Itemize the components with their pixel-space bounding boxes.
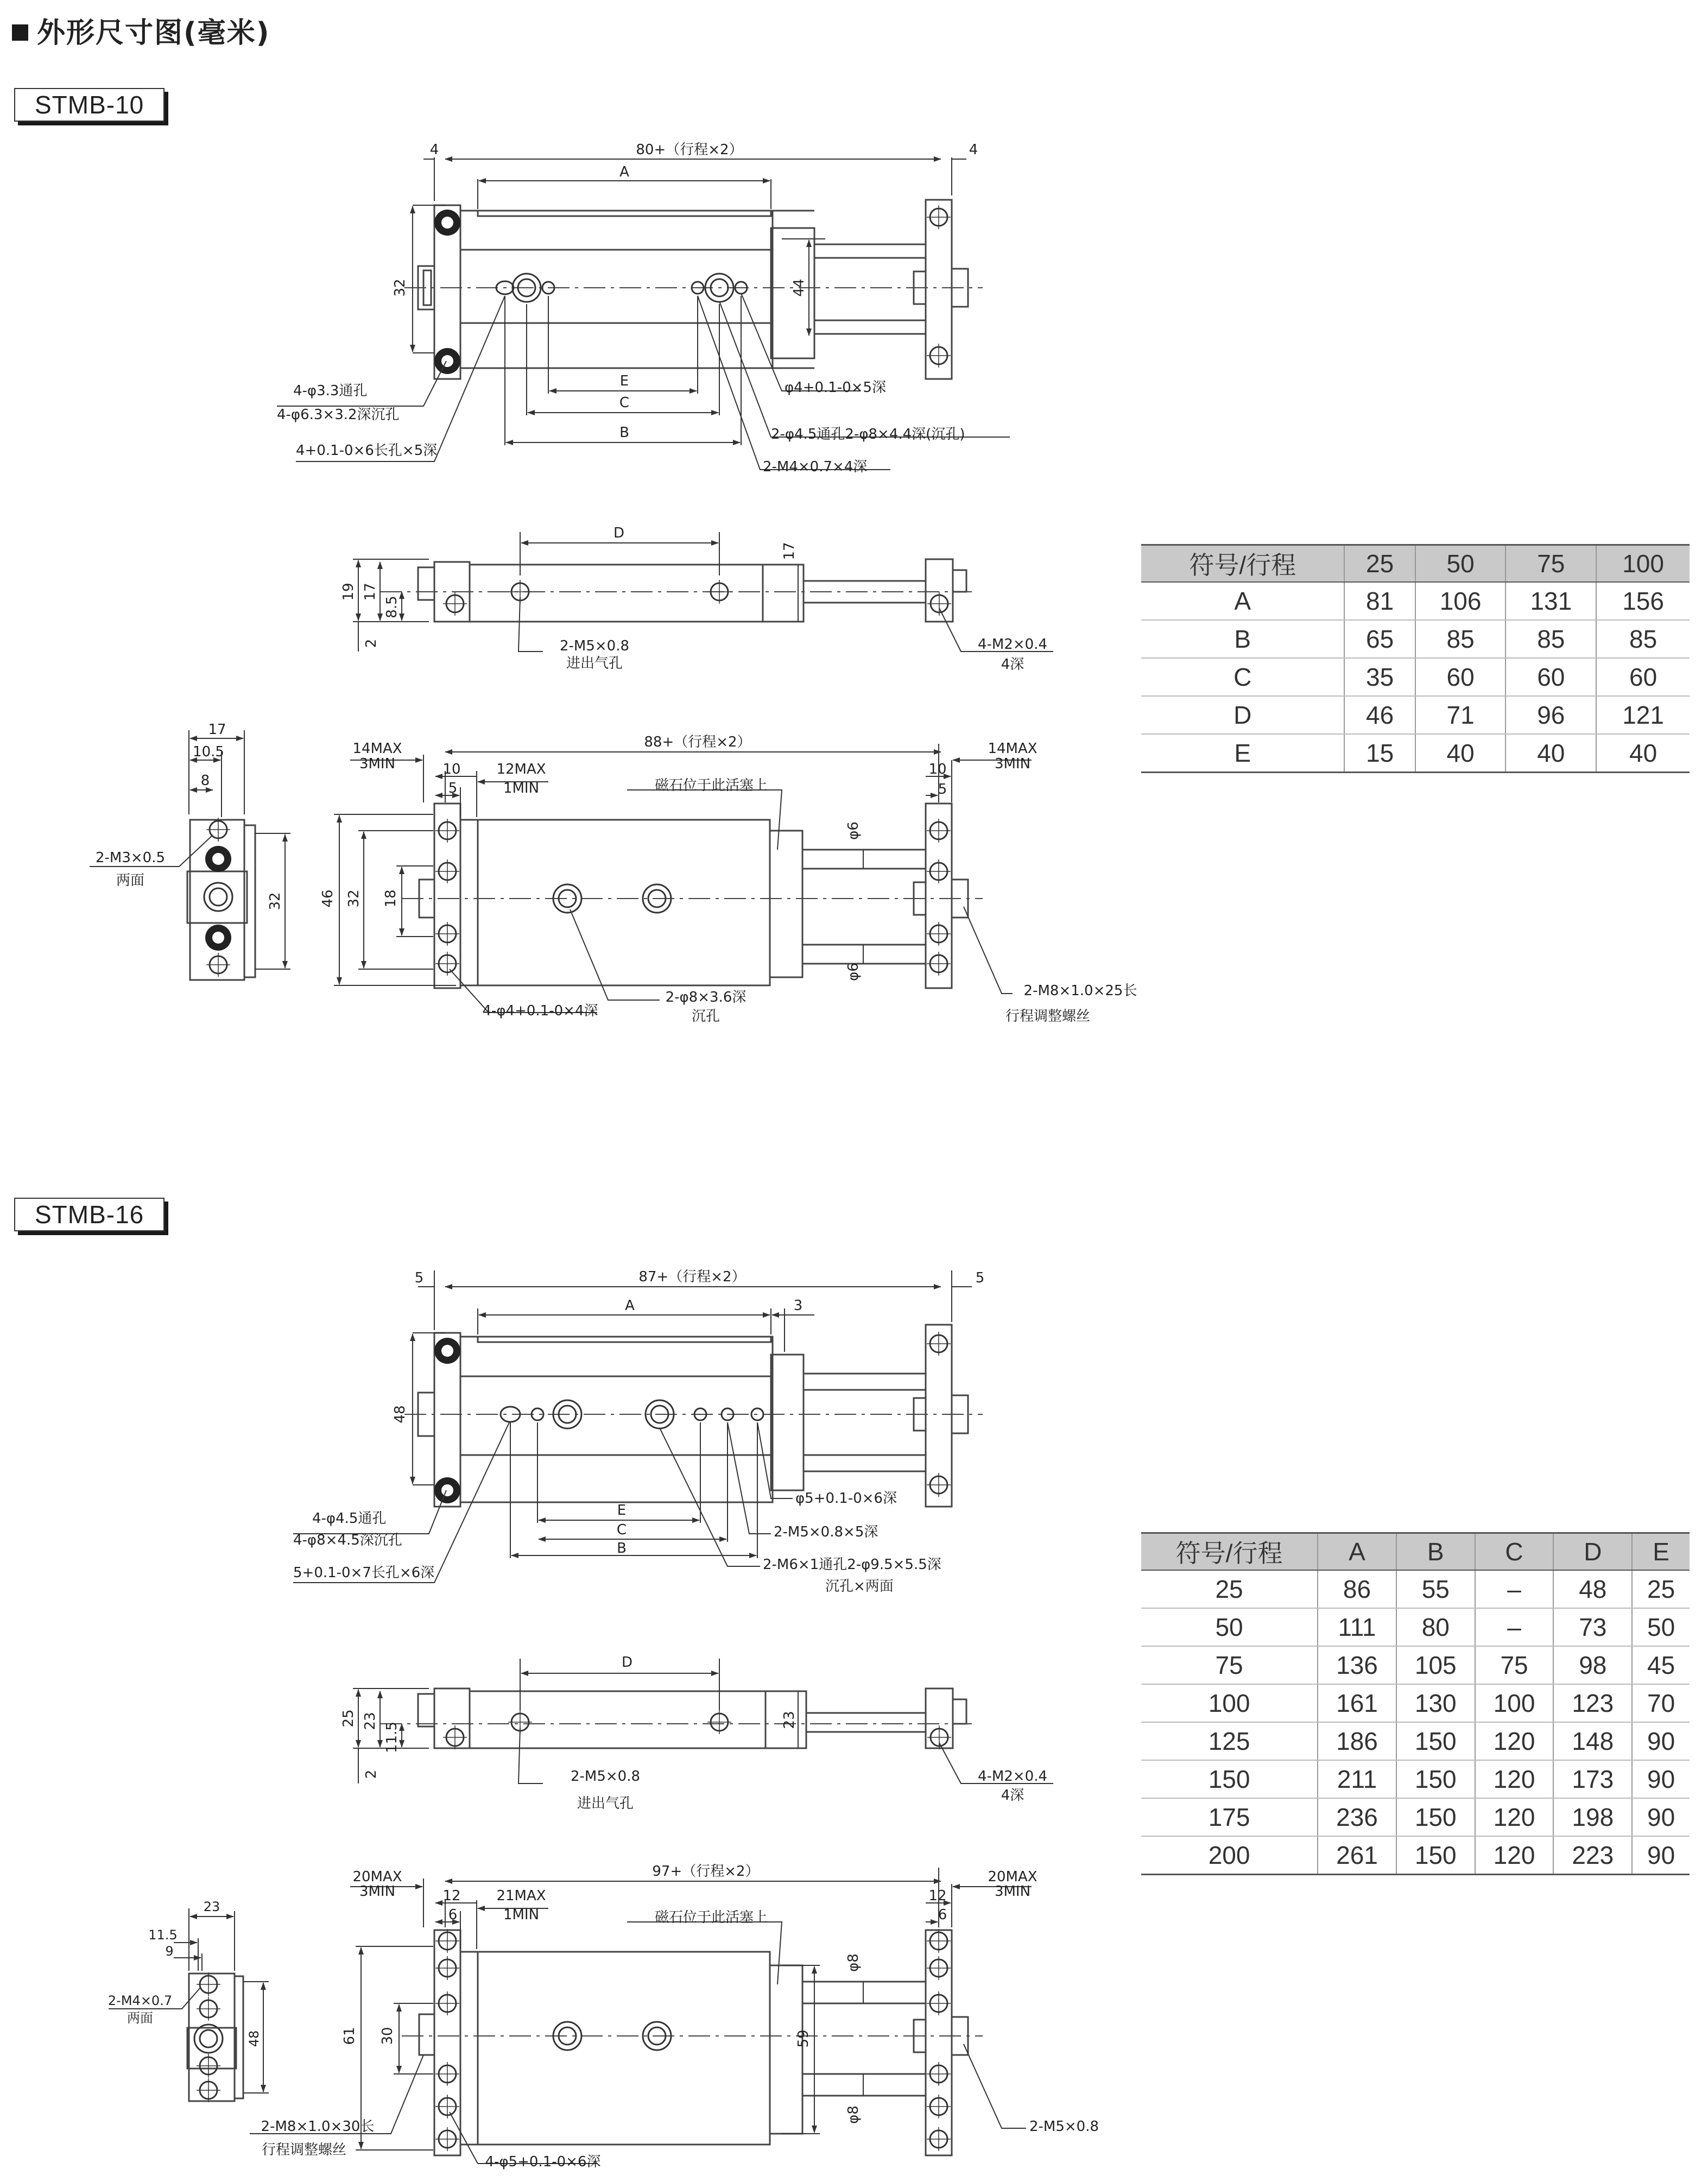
dim-label: 8 [200, 773, 210, 789]
callout-text: 2-M5×0.8 [1029, 2118, 1099, 2135]
dim-label: 9 [165, 1944, 174, 1959]
callout-text: 磁石位于此活塞上 [654, 777, 768, 794]
dim-label: 14MAX [988, 741, 1038, 757]
table-row [1141, 1646, 1690, 1684]
callout-text: 4-M2×0.4 [977, 636, 1048, 653]
table-cell: 120 [1475, 1798, 1554, 1836]
dim-label: 17 [781, 542, 798, 560]
callout-text: 沉孔 [691, 1008, 720, 1024]
table-cell: 211 [1318, 1760, 1396, 1798]
callout-text: 4-M2×0.4 [977, 1768, 1048, 1785]
table-cell: 150 [1396, 1722, 1475, 1760]
dim-label: E [619, 373, 629, 389]
callout-text: 磁石位于此活塞上 [654, 1909, 768, 1926]
dim-label: E [617, 1502, 627, 1519]
table-cell: 60 [1596, 658, 1690, 696]
dim-label: 4 [429, 142, 439, 158]
callout-text: 2-M5×0.8×5深 [774, 1524, 878, 1540]
table-cell: 150 [1396, 1760, 1475, 1798]
callout-text: 4深 [1001, 656, 1024, 673]
table-cell: E [1141, 734, 1344, 773]
callout-text: 行程调整螺丝 [1005, 1008, 1091, 1024]
table-cell: 130 [1396, 1684, 1475, 1722]
column-header: 符号/行程 [1141, 1533, 1318, 1571]
stmb-10-top-view [404, 200, 983, 379]
callout-text: 沉孔×两面 [825, 1578, 894, 1595]
table-row [1141, 582, 1690, 620]
dim-label: A [625, 1298, 635, 1314]
column-header: E [1632, 1533, 1690, 1571]
table-cell: D [1141, 696, 1344, 734]
dim-label: φ8 [845, 1953, 862, 1972]
dim-label: 32 [392, 279, 408, 297]
table-cell: 105 [1396, 1646, 1475, 1684]
table-header-row [1141, 1533, 1690, 1571]
table-cell: 60 [1505, 658, 1596, 696]
table-cell: 156 [1596, 582, 1690, 620]
table-row [1141, 658, 1690, 696]
table-row [1141, 1836, 1690, 1875]
dim-label: 32 [267, 892, 283, 910]
table-cell: 40 [1596, 734, 1690, 773]
table-cell: 200 [1141, 1836, 1318, 1875]
dim-label: 20MAX [352, 1869, 402, 1885]
table-cell: 120 [1475, 1836, 1554, 1875]
table-cell: 81 [1344, 582, 1415, 620]
callout-text: 4-φ4+0.1-0×4深 [482, 1003, 598, 1019]
dim-label: 3MIN [359, 756, 396, 772]
table-cell: 150 [1396, 1798, 1475, 1836]
table-cell: 70 [1632, 1684, 1690, 1722]
callout-text: 4深 [1001, 1787, 1024, 1804]
table-cell: 198 [1553, 1798, 1632, 1836]
table-row [1141, 734, 1690, 773]
callout-text: 2-φ4.5通孔2-φ8×4.4深(沉孔) [771, 426, 965, 442]
callout-text: φ4+0.1-0×5深 [785, 380, 887, 396]
dim-label: 3MIN [994, 1883, 1031, 1900]
table-cell: 175 [1141, 1798, 1318, 1836]
table-cell: 25 [1632, 1570, 1690, 1608]
dim-label: 97+（行程×2） [652, 1863, 760, 1880]
table-cell: 55 [1396, 1570, 1475, 1608]
model-label-stmb-10: STMB-10 [14, 88, 165, 122]
table-cell: 60 [1415, 658, 1506, 696]
table-row [1141, 696, 1690, 734]
callout-text: 进出气孔 [566, 655, 623, 672]
callout-text: 2-M8×1.0×25长 [1023, 983, 1137, 999]
dim-label: φ8 [845, 2105, 862, 2124]
table-cell: 48 [1553, 1570, 1632, 1608]
table-cell: 100 [1475, 1684, 1554, 1722]
dim-label: 80+（行程×2） [636, 142, 743, 158]
dim-label: 19 [340, 583, 357, 601]
table-cell: 65 [1344, 620, 1415, 658]
table-cell: 261 [1318, 1836, 1396, 1875]
table-cell: 90 [1632, 1836, 1690, 1875]
table-cell: 96 [1505, 696, 1596, 734]
callout-text: 2-M5×0.8 [570, 1768, 641, 1785]
callout-text: 4-φ6.3×3.2深沉孔 [277, 407, 400, 423]
column-header: 75 [1505, 545, 1596, 583]
table-cell: 173 [1553, 1760, 1632, 1798]
table-cell: 123 [1553, 1684, 1632, 1722]
table-cell: 121 [1596, 696, 1690, 734]
table-cell: 223 [1553, 1836, 1632, 1875]
table-cell: B [1141, 620, 1344, 658]
table-cell: 148 [1553, 1722, 1632, 1760]
dim-label: 25 [340, 1709, 357, 1728]
table-row [1141, 1684, 1690, 1722]
table-cell: 100 [1141, 1684, 1318, 1722]
dim-label: 6 [448, 1907, 458, 1923]
dim-label: 8.5 [384, 596, 400, 618]
column-header: 100 [1596, 545, 1690, 583]
dim-label: D [621, 1654, 633, 1671]
dim-label: 3MIN [359, 1883, 396, 1900]
table-cell: 120 [1475, 1760, 1554, 1798]
spec-table-stmb-10 [1141, 544, 1690, 773]
dim-label: 5 [448, 780, 458, 796]
section-title: 外形尺寸图(毫米) [37, 17, 270, 49]
stmb-10-bottom-view [402, 804, 983, 988]
dim-label: 11.5 [148, 1927, 178, 1943]
table-cell: 15 [1344, 734, 1415, 773]
callout-text: φ5+0.1-0×6深 [795, 1490, 897, 1507]
model-label-stmb-16: STMB-16 [14, 1198, 165, 1231]
callout-text: 2-M5×0.8 [559, 638, 630, 654]
stmb-16-side-view [380, 1688, 972, 1748]
table-cell: 50 [1632, 1608, 1690, 1646]
stmb-16-bottom-view [402, 1930, 983, 2155]
table-cell: 136 [1318, 1646, 1396, 1684]
callout-text: 2-M6×1通孔2-φ9.5×5.5深 [763, 1557, 941, 1573]
dim-label: 10 [442, 761, 461, 777]
dim-label: 3MIN [994, 756, 1031, 772]
stmb-10-side-view [380, 559, 972, 622]
callout-text: 5+0.1-0×7长孔×6深 [293, 1565, 435, 1581]
dim-label: 11.5 [384, 1722, 400, 1753]
dim-label: 17 [362, 583, 378, 601]
table-row [1141, 620, 1690, 658]
table-cell: – [1475, 1608, 1554, 1646]
callout-text: 4+0.1-0×6长孔×5深 [296, 442, 438, 459]
table-cell: 25 [1141, 1570, 1318, 1608]
table-cell: 75 [1141, 1646, 1318, 1684]
dim-label: φ6 [845, 821, 862, 840]
table-cell: 161 [1318, 1684, 1396, 1722]
table-cell: 120 [1475, 1722, 1554, 1760]
column-header: 符号/行程 [1141, 545, 1344, 583]
table-cell: 90 [1632, 1760, 1690, 1798]
column-header: 25 [1344, 545, 1415, 583]
dim-label: 44 [791, 279, 807, 297]
dim-label: 21MAX [496, 1888, 546, 1904]
stmb-16-top-view [404, 1325, 983, 1507]
column-header: 50 [1415, 545, 1506, 583]
table-cell: 71 [1415, 696, 1506, 734]
dim-label: 17 [208, 722, 226, 738]
table-cell: 45 [1632, 1646, 1690, 1684]
table-row [1141, 1608, 1690, 1646]
dim-label: 23 [781, 1711, 798, 1729]
dim-label: 20MAX [988, 1869, 1038, 1885]
dim-label: 59 [795, 2029, 812, 2048]
dim-label: 14MAX [352, 741, 402, 757]
table-cell: 111 [1318, 1608, 1396, 1646]
table-cell: 85 [1415, 620, 1506, 658]
table-cell: 86 [1318, 1570, 1396, 1608]
callout-text: 2-M8×1.0×30长 [261, 2118, 375, 2135]
dim-label: 32 [346, 889, 362, 908]
callout-text: 4-φ8×4.5深沉孔 [293, 1532, 402, 1548]
dim-label: 23 [203, 1899, 220, 1914]
table-cell: 40 [1505, 734, 1596, 773]
dim-label: A [619, 164, 629, 180]
callout-text: 2-M4×0.7 [107, 1993, 173, 2008]
callout-text: 两面 [116, 872, 145, 889]
table-cell: 150 [1141, 1760, 1318, 1798]
table-cell: 236 [1318, 1798, 1396, 1836]
table-cell: 80 [1396, 1608, 1475, 1646]
table-header-row [1141, 545, 1690, 583]
table-cell: 85 [1596, 620, 1690, 658]
dim-label: 12 [442, 1888, 461, 1904]
table-cell: 46 [1344, 696, 1415, 734]
callout-text: 4-φ3.3通孔 [293, 383, 368, 399]
table-cell: 150 [1396, 1836, 1475, 1875]
callout-text: 2-M3×0.5 [95, 850, 166, 866]
dim-label: 23 [362, 1712, 378, 1730]
table-cell: 186 [1318, 1722, 1396, 1760]
dim-label: 5 [414, 1270, 424, 1286]
dim-label: 4 [969, 142, 978, 158]
table-cell: 75 [1475, 1646, 1554, 1684]
callout-text: 2-φ8×3.6深 [665, 989, 747, 1005]
table-row [1141, 1798, 1690, 1836]
dim-label: 88+（行程×2） [644, 734, 751, 750]
dim-label: 5 [938, 781, 947, 798]
callout-text: 4-φ4.5通孔 [312, 1510, 387, 1527]
table-cell: 98 [1553, 1646, 1632, 1684]
dim-label: 18 [383, 889, 399, 908]
table-cell: 106 [1415, 582, 1506, 620]
dim-label: B [619, 425, 629, 441]
dim-label: 1MIN [503, 780, 540, 796]
dim-label: 10.5 [193, 744, 224, 760]
dim-label: 6 [938, 1907, 947, 1923]
dim-label: 48 [246, 2030, 262, 2047]
dim-label: 48 [392, 1405, 408, 1424]
dim-label: 5 [975, 1270, 985, 1286]
callout-text: 两面 [127, 2010, 153, 2026]
table-cell: 90 [1632, 1722, 1690, 1760]
dim-label: 12MAX [496, 761, 546, 777]
table-row [1141, 1760, 1690, 1798]
dim-label: φ6 [845, 963, 862, 981]
dim-label: C [619, 395, 630, 411]
table-cell: 90 [1632, 1798, 1690, 1836]
table-row [1141, 1722, 1690, 1760]
table-cell: 73 [1553, 1608, 1632, 1646]
dim-label: 2 [363, 1769, 379, 1779]
column-header: C [1475, 1533, 1554, 1571]
dim-label: 3 [793, 1298, 803, 1314]
table-cell: 125 [1141, 1722, 1318, 1760]
callout-text: 2-M4×0.7×4深 [763, 459, 868, 475]
callout-text: 进出气孔 [577, 1795, 634, 1812]
dim-label: 10 [928, 761, 947, 777]
table-cell: 50 [1141, 1608, 1318, 1646]
table-cell: A [1141, 582, 1344, 620]
dim-label: D [613, 525, 625, 541]
callout-text: 行程调整螺丝 [261, 2142, 347, 2158]
column-header: B [1396, 1533, 1475, 1571]
table-cell: 85 [1505, 620, 1596, 658]
table-cell: 40 [1415, 734, 1506, 773]
dim-label: B [617, 1540, 627, 1557]
table-cell: – [1475, 1570, 1554, 1608]
dim-label: 87+（行程×2） [638, 1269, 746, 1285]
dim-label: 61 [341, 2027, 358, 2045]
column-header: D [1553, 1533, 1632, 1571]
table-cell: 131 [1505, 582, 1596, 620]
dim-label: C [616, 1522, 627, 1538]
dim-label: 2 [363, 638, 379, 648]
column-header: A [1318, 1533, 1396, 1571]
dim-label: 12 [928, 1888, 947, 1904]
table-cell: 35 [1344, 658, 1415, 696]
dim-label: 46 [320, 889, 336, 908]
spec-table-stmb-16 [1141, 1532, 1690, 1875]
dim-label: 30 [379, 2027, 396, 2045]
table-cell: C [1141, 658, 1344, 696]
callout-text: 4-φ5+0.1-0×6深 [485, 2154, 601, 2170]
dim-label: 1MIN [503, 1907, 540, 1923]
table-row [1141, 1570, 1690, 1608]
